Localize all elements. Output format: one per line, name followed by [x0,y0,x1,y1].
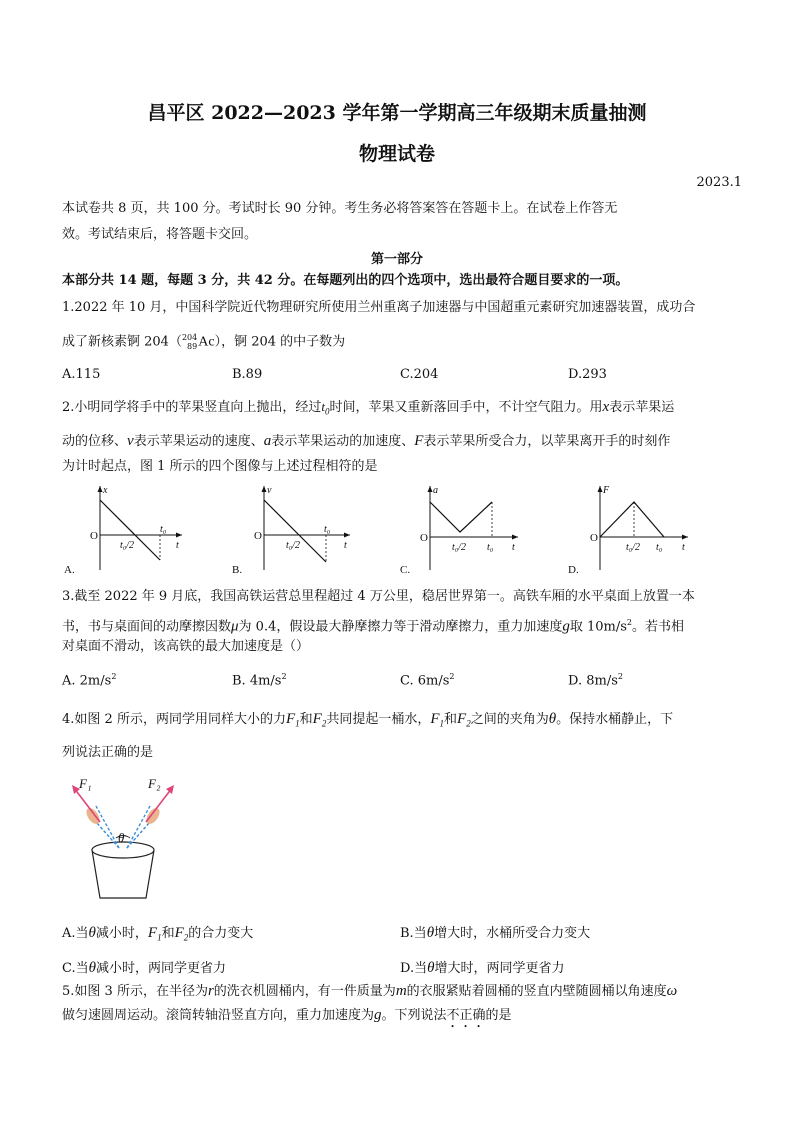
graph-letter: B. [232,564,243,576]
t-label: t [682,542,685,553]
q1-mass-number: 204 [181,333,198,342]
q1-option-a[interactable]: A.115 [62,367,101,382]
x-axis-arrow-icon [176,533,182,538]
q2-line-3: 为计时起点，图 1 所示的四个图像与上述过程相符的是 [62,459,378,474]
q3-line-2: 书，书与桌面间的动摩擦因数μ为 0.4，假设最大静摩擦力等于滑动摩擦力，重力加速度g取 $10m/s^2$。若书相 [62,618,685,635]
graph-line [600,502,664,537]
t0-label: t₀ [160,524,167,535]
graph-letter: C. [400,564,411,576]
y-axis-arrow-icon [598,486,603,492]
rope-right [127,806,150,848]
q1-option-b[interactable]: B.89 [232,367,263,382]
x-axis-arrow-icon [512,535,518,540]
q2-line-2: 动的位移、v表示苹果运动的速度、a表示苹果运动的加速度、F表示苹果所受合力，以苹果离开手的时刻作 [62,433,671,449]
t0-label: t₀ [656,542,663,553]
intro-line-1: 本试卷共 8 页，共 100 分。考试时长 90 分钟。考生务必将答案答在答题卡上。在试卷上作答无 [62,201,618,216]
q1-symbol: Ac [198,334,215,350]
part-heading: 第一部分 [370,252,423,267]
x-axis-arrow-icon [682,535,688,540]
q1-atomic-number: 89 [187,342,198,351]
y-label: x [103,485,108,496]
t-half-label: t₀/2 [452,542,467,553]
q3-option-a[interactable]: A. $2m/s^2$ [62,672,117,689]
rope-left [96,806,119,848]
origin-label: O [590,532,598,544]
y-axis-arrow-icon [262,486,267,492]
f1-arrow-line [74,788,100,822]
f2-label: F₂ [148,776,161,791]
y-axis-arrow-icon [428,486,433,492]
q2-graph-a[interactable] [60,480,190,580]
origin-label: O [420,532,428,544]
q3-option-d[interactable]: D. $8m/s^2$ [568,672,623,689]
q3-line-3: 对桌面不滑动，该高铁的最大加速度是（） [62,639,310,654]
q4-option-c[interactable]: C.当θ减小时，两同学更省力 [62,960,227,976]
t-half-label: t₀/2 [626,542,641,553]
graph-line [430,502,492,532]
q1-line-1: 1.2022 年 10 月，中国科学院近代物理研究所使用兰州重离子加速器与中国超重元素研究加速器装置，成功合 [62,300,696,315]
q4-bucket-figure [62,770,182,906]
left-hand [84,806,103,826]
q3-option-b[interactable]: B. $4m/s^2$ [232,672,287,689]
q3-line-1: 3.截至 2022 年 9 月底，我国高铁运营总里程超过 4 万公里，稳居世界第一。高铁车厢的水平桌面上放置一本 [62,589,695,604]
q4-line-2: 列说法正确的是 [62,745,154,760]
q5-line-2: 做匀速圆周运动。滚筒转轴沿竖直方向，重力加速度为g。下列说法不正确的是 [62,1007,512,1023]
f2-arrow-icon [166,785,174,794]
q4-line-1: 4.如图 2 所示，两同学用同样大小的力$F_1$和$F_2$共同提起一桶水，$F_1$和$F_2$之间的夹角为θ。保持水桶静止，下 [62,711,674,729]
t-half-label: t₀/2 [120,540,135,551]
q2-line-1: 2.小明同学将手中的苹果竖直向上抛出，经过$t_0$时间，苹果又重新落回手中，不计空气阻力。用x表示苹果运 [62,399,675,417]
exam-date: 2023.1 [696,175,742,190]
q1-line-2: 成了新核素锕 204（204 89Ac），锕 204 的中子数为 [62,333,346,351]
t-label: t [176,540,179,551]
graph-line [100,500,160,560]
theta-label: θ [118,830,125,845]
q5-emphasis: 不正确 [446,1008,486,1023]
q5-line-1: 5.如图 3 所示，在半径为r的洗衣机圆桶内，有一件质量为m的衣服紧贴着圆桶的竖直内壁随圆桶以角速度ω [62,983,678,999]
x-axis-arrow-icon [344,533,350,538]
graph-letter: A. [64,564,75,576]
graph-letter: D. [568,564,579,576]
y-label: a [433,485,438,496]
f2-arrow-line [146,788,172,822]
q4-option-d[interactable]: D.当θ增大时，两同学更省力 [400,960,565,976]
t0-label: t₀ [487,542,494,553]
t0-label: t₀ [324,524,331,535]
q4-option-b[interactable]: B.当θ增大时，水桶所受合力变大 [400,925,591,941]
exam-subtitle: 物理试卷 [358,143,435,165]
t-half-label: t₀/2 [286,540,301,551]
exam-title: 昌平区 2022—2023 学年第一学期高三年级期末质量抽测 [147,102,647,124]
part-instruction: 本部分共 14 题，每题 3 分，共 42 分。在每题列出的四个选项中，选出最符合题目要求的一项。 [62,273,629,288]
origin-label: O [90,530,98,542]
q2-graph-c[interactable] [396,480,526,580]
q4-option-a[interactable]: A.当θ减小时，$F_1$和$F_2$的合力变大 [62,925,254,943]
t-label: t [344,540,347,551]
q1-option-c[interactable]: C.204 [400,367,439,382]
t-label: t [512,542,515,553]
right-hand [144,806,163,826]
q3-option-c[interactable]: C. $6m/s^2$ [400,672,455,689]
origin-label: O [254,530,262,542]
y-label: F [603,485,610,496]
intro-line-2: 效。考试结束后，将答题卡交回。 [62,227,258,242]
y-label: v [267,485,272,496]
f1-label: F₁ [79,776,92,791]
q2-graph-b[interactable] [228,480,358,580]
q1-option-d[interactable]: D.293 [568,367,607,382]
graph-line [264,500,326,562]
y-axis-arrow-icon [98,486,103,492]
q2-graph-d[interactable] [564,480,694,580]
